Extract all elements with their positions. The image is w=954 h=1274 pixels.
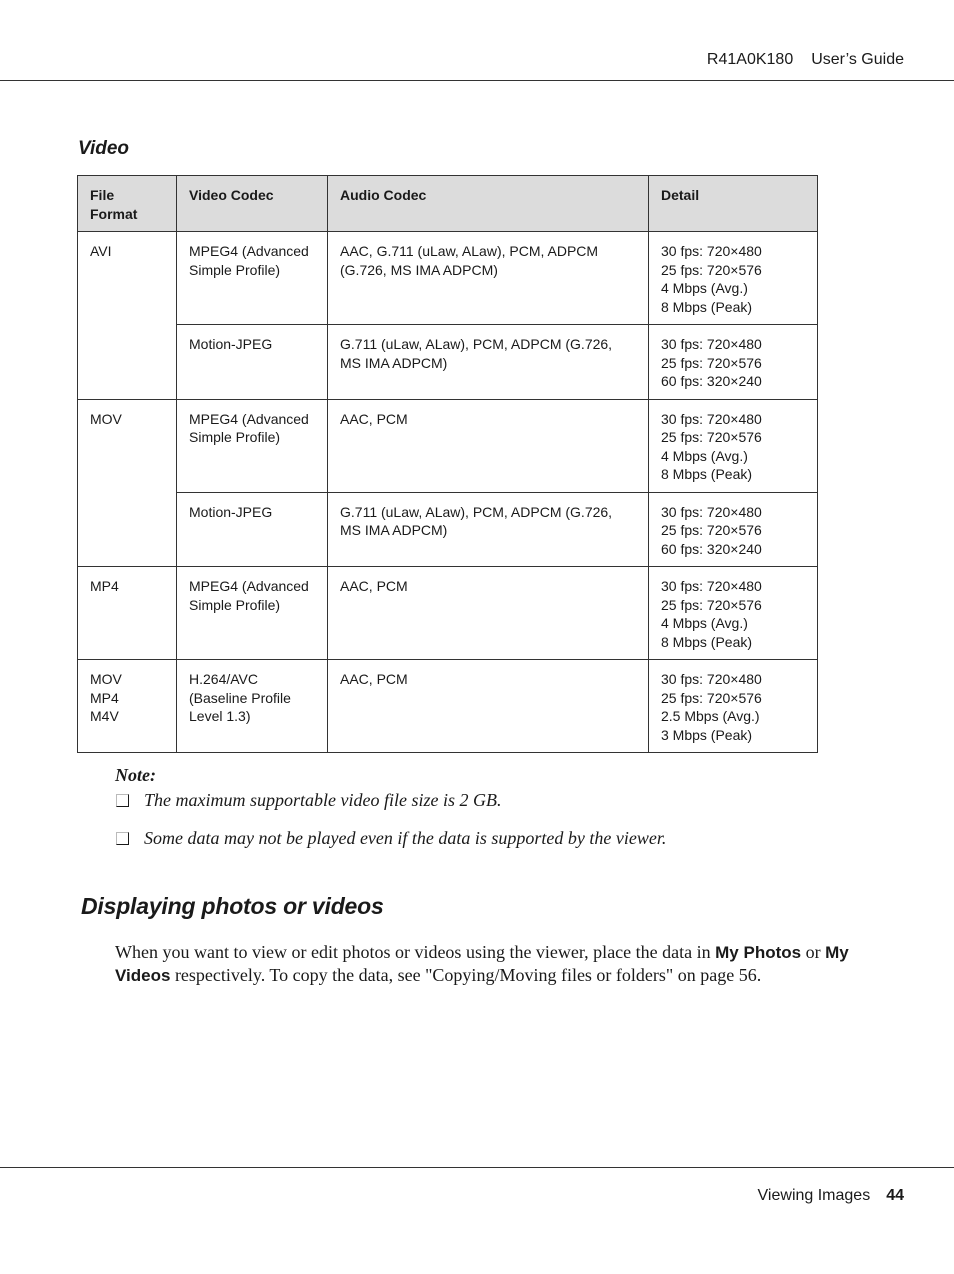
document-id: R41A0K180 <box>706 51 794 68</box>
detail-line: 25 fps: 720×576 <box>661 261 762 278</box>
detail-line: 25 fps: 720×576 <box>661 354 762 371</box>
page-footer <box>758 1187 904 1205</box>
file-format-cell <box>78 567 177 660</box>
audio-codec-cell: AAC, PCM <box>328 399 649 492</box>
detail-line: 8 Mbps (Peak) <box>661 298 753 315</box>
section-heading: Displaying photos or videos <box>81 893 384 919</box>
video-codec-cell: H.264/AVC (Baseline Profile Level 1.3) <box>177 660 328 753</box>
file-format-value: MP4 <box>90 689 119 706</box>
detail-line: 8 Mbps (Peak) <box>661 633 753 650</box>
file-format-value: MOV <box>90 410 122 427</box>
file-format-cell <box>78 232 177 400</box>
detail-line: 60 fps: 320×240 <box>661 540 762 557</box>
detail-line: 30 fps: 720×480 <box>661 336 762 352</box>
detail-line: 8 Mbps (Peak) <box>661 466 753 482</box>
footer-rule <box>0 1167 954 1168</box>
file-format-value: MP4 <box>90 578 119 594</box>
document-title: User’s Guide <box>811 51 904 68</box>
file-format-cell <box>78 660 177 753</box>
header-file-format: File Format <box>78 176 177 232</box>
detail-line: 25 fps: 720×576 <box>661 596 762 613</box>
note-item-text: Some data may not be played even if the data is supported by the viewer. <box>144 828 667 848</box>
video-format-table <box>77 175 818 753</box>
checkbox-bullet-icon <box>116 794 129 807</box>
page-number: 44 <box>886 1187 904 1204</box>
audio-codec-cell: AAC, PCM <box>328 660 649 753</box>
detail-line: 25 fps: 720×576 <box>661 522 762 538</box>
note-item <box>115 788 666 812</box>
detail-line: 25 fps: 720×576 <box>661 689 762 706</box>
header-rule <box>0 80 954 81</box>
detail-line: 30 fps: 720×480 <box>661 671 762 687</box>
video-codec-cell: MPEG4 (Advanced Simple Profile) <box>177 399 328 492</box>
header-audio-codec: Audio Codec <box>328 176 649 232</box>
note-item-text: The maximum supportable video file size is 2 GB. <box>144 790 502 810</box>
detail-line: 60 fps: 320×240 <box>661 373 762 389</box>
detail-cell <box>649 492 818 567</box>
detail-line: 3 Mbps (Peak) <box>661 726 753 743</box>
detail-line: 2.5 Mbps (Avg.) <box>661 708 760 724</box>
detail-cell <box>649 325 818 400</box>
note-item <box>115 826 666 850</box>
audio-codec-cell: G.711 (uLaw, ALaw), PCM, ADPCM (G.726, MS IMA ADPCM) <box>328 325 649 400</box>
video-codec-cell: MPEG4 (Advanced Simple Profile) <box>177 232 328 325</box>
body-text: respectively. To copy the data, see "Copying/Moving files or folders" on page 56. <box>170 965 762 985</box>
table-row <box>78 492 818 567</box>
table-caption: Video <box>78 138 130 159</box>
table-row <box>78 660 818 753</box>
detail-cell <box>649 399 818 492</box>
body-text: or <box>801 942 826 962</box>
checkbox-bullet-icon <box>116 832 129 845</box>
file-format-cell <box>78 399 177 567</box>
my-videos-term: My Videos <box>115 943 849 985</box>
table-row <box>78 567 818 660</box>
detail-line: 4 Mbps (Avg.) <box>661 280 748 296</box>
header-video-codec: Video Codec <box>177 176 328 232</box>
detail-cell <box>649 567 818 660</box>
header-detail: Detail <box>649 176 818 232</box>
video-codec-cell: Motion-JPEG <box>177 325 328 400</box>
video-codec-cell: MPEG4 (Advanced Simple Profile) <box>177 567 328 660</box>
table-row <box>78 325 818 400</box>
detail-line: 30 fps: 720×480 <box>661 410 762 427</box>
my-photos-term: My Photos <box>715 943 802 962</box>
page-header <box>707 51 904 69</box>
video-codec-cell: Motion-JPEG <box>177 492 328 567</box>
footer-section-name: Viewing Images <box>757 1187 871 1204</box>
body-text: When you want to view or edit photos or videos using the viewer, place the data in <box>115 942 716 962</box>
detail-line: 4 Mbps (Avg.) <box>661 447 748 464</box>
detail-cell <box>649 660 818 753</box>
audio-codec-cell: AAC, G.711 (uLaw, ALaw), PCM, ADPCM (G.726, MS IMA ADPCM) <box>328 232 649 325</box>
note-block <box>115 765 666 850</box>
table-row <box>78 399 818 492</box>
detail-cell <box>649 232 818 325</box>
detail-line: 30 fps: 720×480 <box>661 243 762 259</box>
file-format-value: MOV <box>90 671 122 687</box>
file-format-value: M4V <box>90 708 119 724</box>
detail-line: 4 Mbps (Avg.) <box>661 615 748 631</box>
table-row <box>78 232 818 325</box>
body-paragraph <box>115 941 885 987</box>
audio-codec-cell: AAC, PCM <box>328 567 649 660</box>
table-body <box>78 232 818 753</box>
audio-codec-cell: G.711 (uLaw, ALaw), PCM, ADPCM (G.726, MS IMA ADPCM) <box>328 492 649 567</box>
file-format-value: AVI <box>90 243 112 259</box>
detail-line: 30 fps: 720×480 <box>661 503 762 520</box>
detail-line: 30 fps: 720×480 <box>661 578 762 594</box>
detail-line: 25 fps: 720×576 <box>661 429 762 445</box>
note-title: Note: <box>115 765 156 785</box>
table-header-row <box>78 176 818 232</box>
